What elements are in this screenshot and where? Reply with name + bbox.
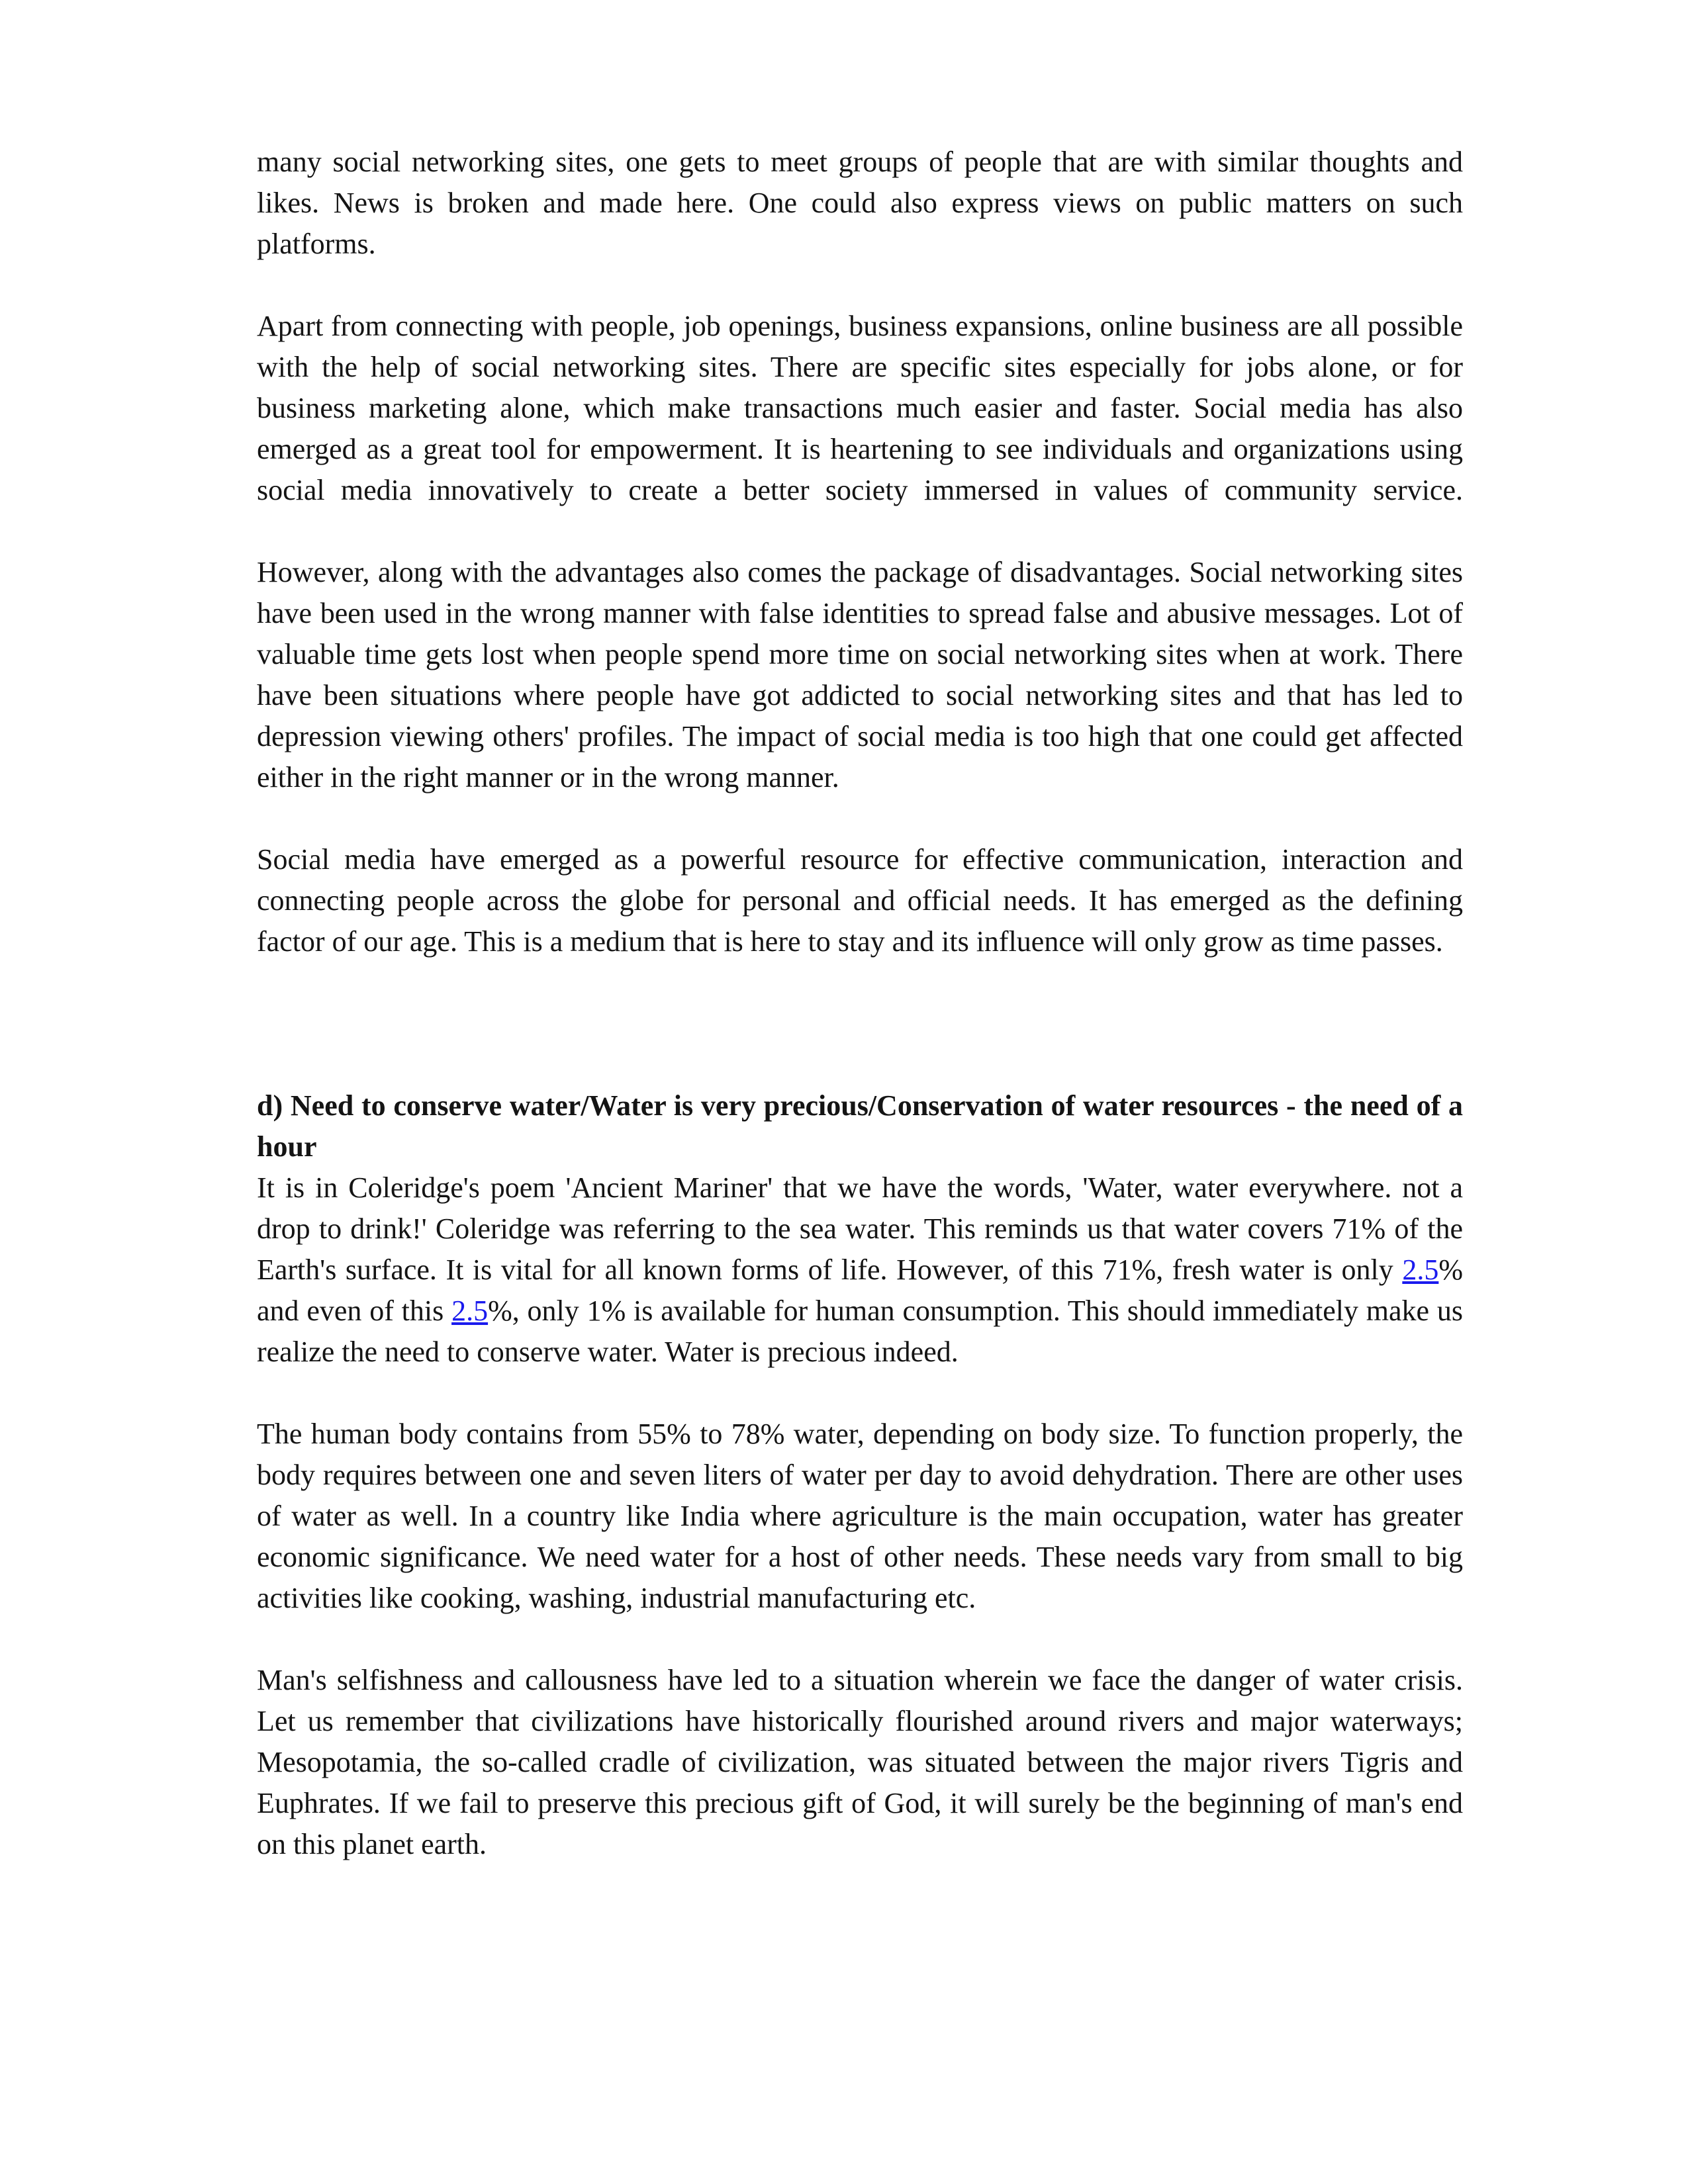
paragraph-water-crisis: Man's selfishness and callousness have led to a situation wherein we face the danger of water crisis. Let us remember that civilizations have historically flourished around rivers and major waterways; Mesopotamia, the so-called cradle of civilization, was situated between the major rivers Tigris and Euphrates. If we fail to preserve this precious gift of God, it will surely be the beginning of man's end on this planet earth. — [257, 1664, 1463, 1860]
section-spacer — [257, 962, 1463, 1085]
paragraph-human-body-water: The human body contains from 55% to 78% water, depending on body size. To function properly, the body requires between one and seven liters of water per day to avoid dehydration. There are other uses of water as well. In a country like India where agriculture is the main occupation, water has greater economic significance. We need water for a host of other needs. These needs vary from small to big activities like cooking, washing, industrial manufacturing etc. — [257, 1418, 1463, 1614]
paragraph-social-media-conclusion: Social media have emerged as a powerful resource for effective communication, interaction and connecting people across the globe for personal and official needs. It has emerged as the defining factor of our age. This is a medium that is here to stay and its influence will only grow as time passes. — [257, 843, 1463, 958]
section-heading-water-conservation: d) Need to conserve water/Water is very precious/Conservation of water resources - the need of a hour — [257, 1089, 1463, 1163]
percentage-link[interactable]: 2.5 — [451, 1295, 489, 1327]
paragraph-social-networking-benefits: Apart from connecting with people, job openings, business expansions, online business are all possible with the help of social networking sites. There are specific sites especially for jobs alone, or for business marketing alone, which make transactions much easier and faster. Social media has also emerged as a great tool for empowerment. It is heartening to see individuals and organizations using social media innovatively to create a better society immersed in values of community service. — [257, 310, 1463, 506]
paragraph-water-coleridge — [257, 1167, 1463, 1373]
percentage-link[interactable]: 2.5 — [1402, 1253, 1439, 1286]
paragraph-text-segment: It is in Coleridge's poem 'Ancient Mariner' that we have the words, 'Water, water everywhere. not a drop to drink!' Coleridge was referring to the sea water. This reminds us that water covers 71% of the Earth's surface. It is vital for all known forms of life. However, of this 71%, fresh water is only — [257, 1171, 1463, 1286]
document-page — [257, 142, 1463, 1865]
paragraph-text-segment: %, only 1% is available for human consumption. This should immediately make us realize the need to conserve water. Water is precious indeed. — [257, 1295, 1464, 1368]
paragraph-social-networking-disadvantages: However, along with the advantages also comes the package of disadvantages. Social networking sites have been used in the wrong manner with false identities to spread false and abusive messages. Lot of valuable time gets lost when people spend more time on social networking sites when at work. There have been situations where people have got addicted to social networking sites and that has led to depression viewing others' profiles. The impact of social media is too high that one could get affected either in the right manner or in the wrong manner. — [257, 556, 1463, 794]
paragraph-social-networking-groups: many social networking sites, one gets to meet groups of people that are with similar thoughts and likes. News is broken and made here. One could also express views on public matters on such platforms. — [257, 146, 1463, 260]
paragraph-text-segment: % and even of this — [257, 1253, 1463, 1327]
